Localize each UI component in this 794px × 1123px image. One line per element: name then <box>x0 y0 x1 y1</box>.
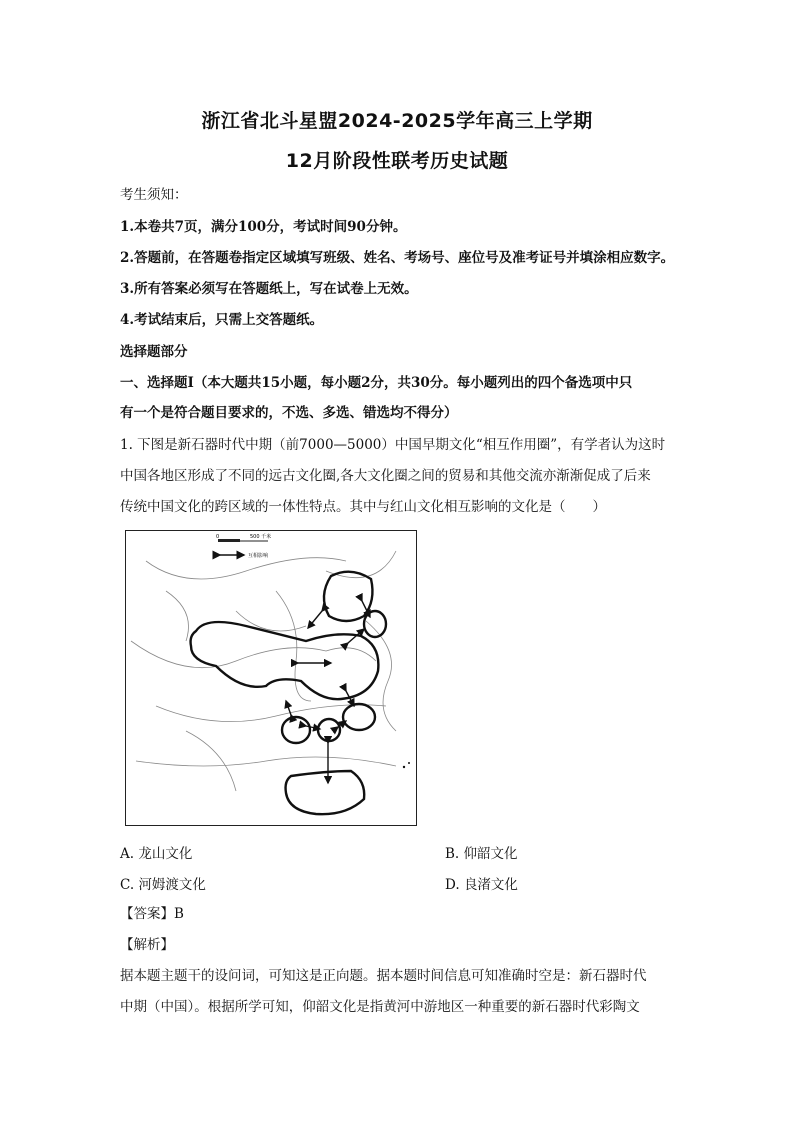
option-a-text: 龙山文化 <box>138 846 193 862</box>
analysis-label: 【解析】 <box>120 937 174 953</box>
culture-area-lower-yangtze <box>343 704 375 730</box>
option-a-label: A. <box>120 846 135 862</box>
culture-interaction-map <box>125 530 417 826</box>
answer-value: B <box>174 906 184 922</box>
legend <box>220 552 268 559</box>
culture-area-yangshao <box>191 622 379 699</box>
notice-item-4: 4.考试结束后，只需上交答题纸。 <box>120 312 324 328</box>
option-d-label: D. <box>445 877 460 893</box>
scale-bar <box>216 533 271 542</box>
culture-areas <box>191 572 386 815</box>
notice-item-3: 3.所有答案必须写在答题纸上，写在试卷上无效。 <box>120 281 418 297</box>
option-c-label: C. <box>120 877 135 893</box>
notice-heading: 考生须知： <box>120 187 188 203</box>
question-stem-line-1: 1. 下图是新石器时代中期（前7000—5000）中国早期文化“相互作用圈”，有学者认为这时 <box>120 437 666 453</box>
option-c-text: 河姆渡文化 <box>138 877 206 893</box>
answer-line <box>120 904 680 924</box>
section-heading-line-1: 一、选择题Ⅰ（本大题共15小题，每小题2分，共30分。每小题列出的四个备选项中只 <box>120 375 633 391</box>
option-b[interactable] <box>445 842 518 862</box>
legend-label: 互相影响 <box>248 553 269 559</box>
map-island-dots <box>403 762 410 768</box>
section-heading-line-2: 有一个是符合题目要求的，不选、多选、错选均不得分） <box>120 405 458 421</box>
scale-zero: 0 <box>216 534 220 540</box>
notice-item-2: 2.答题前，在答题卷指定区域填写班级、姓名、考场号、座位号及准考证号并填涂相应数字。 <box>120 250 675 266</box>
culture-area-middle-yangtze <box>282 717 310 743</box>
question-stem-line-2: 中国各地区形成了不同的远古文化圈,各大文化圈之间的贸易和其他交流亦渐渐促成了后来 <box>120 468 651 484</box>
culture-area-hubei <box>318 719 340 741</box>
option-d-text: 良渚文化 <box>463 877 518 893</box>
option-b-text: 仰韶文化 <box>463 846 518 862</box>
section-name: 选择题部分 <box>120 344 188 360</box>
title-line-1: 浙江省北斗星盟2024-2025学年高三上学期 <box>201 110 593 132</box>
option-c[interactable] <box>120 873 206 893</box>
culture-area-liaodong <box>364 611 386 637</box>
question-stem-line-3: 传统中国文化的跨区域的一体性特点。其中与红山文化相互影响的文化是（ ） <box>120 499 606 515</box>
analysis-line-2: 中期（中国）。根据所学可知，仰韶文化是指黄河中游地区一种重要的新石器时代彩陶文 <box>120 999 640 1015</box>
option-b-label: B. <box>445 846 460 862</box>
scale-label: 500 千米 <box>250 534 272 540</box>
map-figure <box>126 531 415 824</box>
title-line-2: 12月阶段性联考历史试题 <box>285 150 509 172</box>
culture-area-south <box>286 771 365 814</box>
option-a[interactable] <box>120 842 192 862</box>
analysis-line-1: 据本题主题干的设问词，可知这是正向题。据本题时间信息可知准确时空是：新石器时代 <box>120 968 647 984</box>
notice-item-1: 1.本卷共7页，满分100分，考试时间90分钟。 <box>120 219 407 235</box>
culture-area-hongshan <box>324 572 373 621</box>
map-rivers <box>131 551 396 791</box>
answer-label: 【答案】 <box>120 906 174 922</box>
option-d[interactable] <box>445 873 518 893</box>
